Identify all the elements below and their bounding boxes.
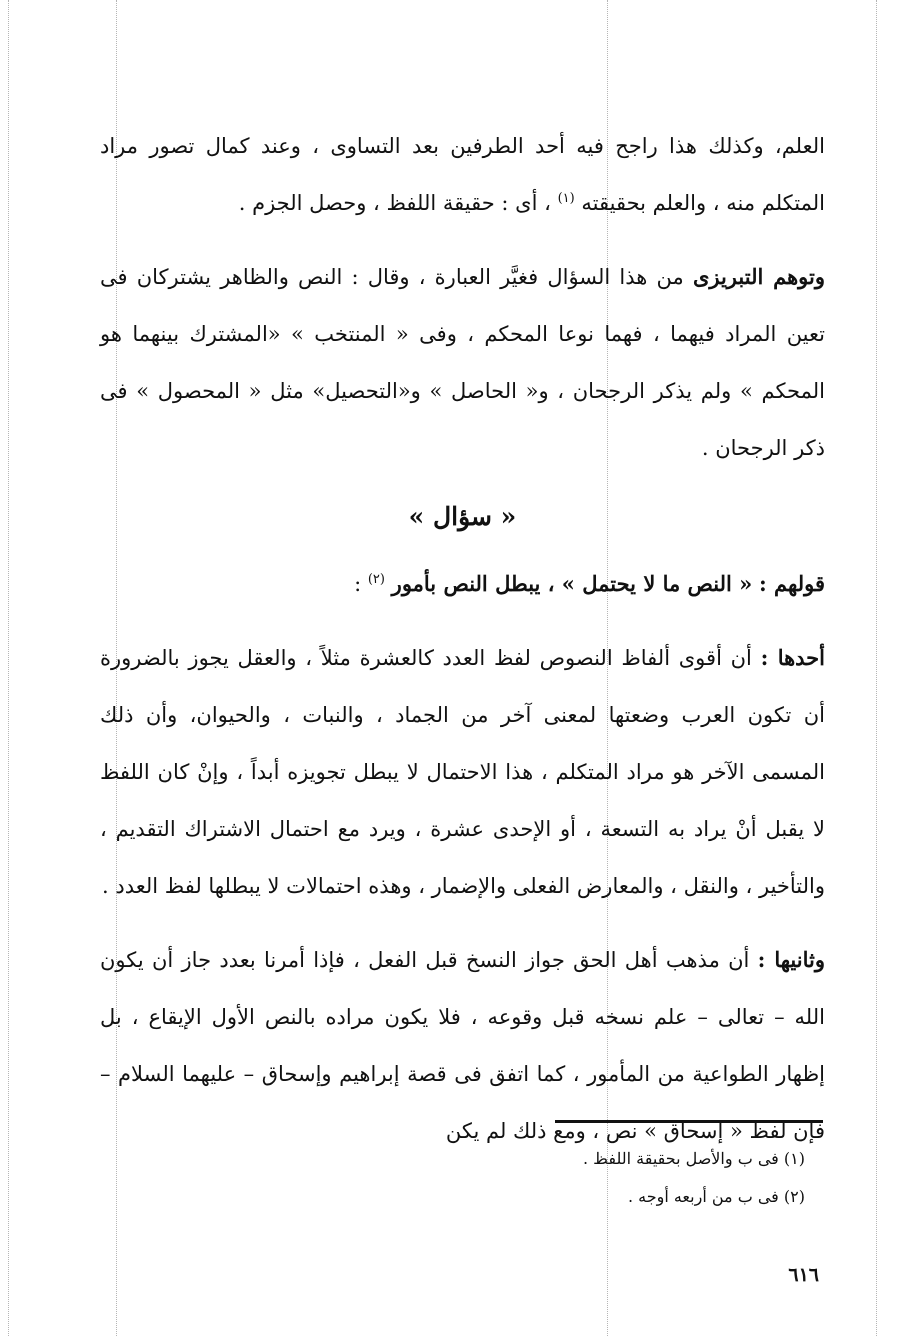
footnote-ref-2: (٢) (367, 572, 385, 587)
section-heading: « سؤال » (408, 502, 517, 531)
paragraph-second-lead: وثانيها : (757, 947, 825, 972)
paragraph-tabrizi-lead: وتوهم التبريزى (692, 264, 825, 289)
paragraph-first-text: أن أقوى ألفاظ النصوص لفظ العدد كالعشرة مثلاً ، والعقل يجوز بالضرورة أن تكون العرب وضعتها لمعنى آخر من الجماد ، والنبات ، والحيوان، وأن ذلك المسمى الآخر هو مراد المتكلم ، هذا الاحتمال لا يبطل تجويزه أبداً ، وإنْ كان اللفظ لا يقبل أنْ يراد به التسعة ، أو الإحدى عشرة ، ويرد مع احتمال الاشتراك التقديم ، والتأخير ، والنقل ، والمعارض الفعلى والإضمار ، وهذه احتمالات لا يبطلها لفظ العدد . (100, 646, 825, 898)
paragraph-question-lead: قولهم : (758, 571, 825, 596)
footnote-ref-1: (١) (557, 191, 575, 206)
paragraph-second-text: أن مذهب أهل الحق جواز النسخ قبل الفعل ، فإذا أمرنا بعدد جاز أن يكون الله – تعالى – علم نسخه قبل وقوعه ، فلا يكون مراده بالنص الأول الإيقاع ، بل إظهار الطواعية من المأمور ، كما اتفق فى قصة إبراهيم وإسحاق – عليهما السلام – فإن لفظ « إسحاق » نص ، ومع ذلك لم يكن (100, 948, 825, 1143)
footnote-2: (٢) فى ب من أربعه أوجه . (627, 1187, 805, 1206)
page-number: ٦١٦ (788, 1264, 819, 1286)
footnote-1: (١) فى ب والأصل بحقيقة اللفظ . (582, 1149, 805, 1168)
paragraph-intro (100, 118, 825, 232)
paragraph-first-lead: أحدها : (760, 645, 825, 670)
paragraph-question-text: « النص ما لا يحتمل » ، يبطل النص بأمور (391, 571, 753, 596)
paragraph-tabrizi (100, 248, 825, 477)
paragraph-question-tail: : (354, 572, 362, 596)
footnote-divider (555, 1120, 823, 1123)
paragraph-intro-tail: ، أى : حقيقة اللفظ ، وحصل الجزم . (238, 191, 551, 215)
paragraph-question (100, 555, 825, 613)
paragraph-tabrizi-text: من هذا السؤال فغيَّر العبارة ، وقال : النص والظاهر يشتركان فى تعين المراد فيهما ، فهما نوعا المحكم ، وفى « المنتخب » «المشترك بينهما هو المحكم » ولم يذكر الرجحان ، و« الحاصل » و«التحصيل» مثل « المحصول » فى ذكر الرجحان . (100, 265, 825, 460)
paragraph-intro-text: العلم، وكذلك هذا راجح فيه أحد الطرفين بعد التساوى ، وعند كمال تصور مراد المتكلم منه ، والعلم بحقيقته (100, 134, 825, 215)
paragraph-second (100, 931, 825, 1160)
margin-guide-left (8, 0, 9, 1336)
margin-guide-right (876, 0, 877, 1336)
paragraph-first (100, 629, 825, 915)
page-body (100, 118, 825, 1160)
footnotes (245, 1140, 805, 1216)
